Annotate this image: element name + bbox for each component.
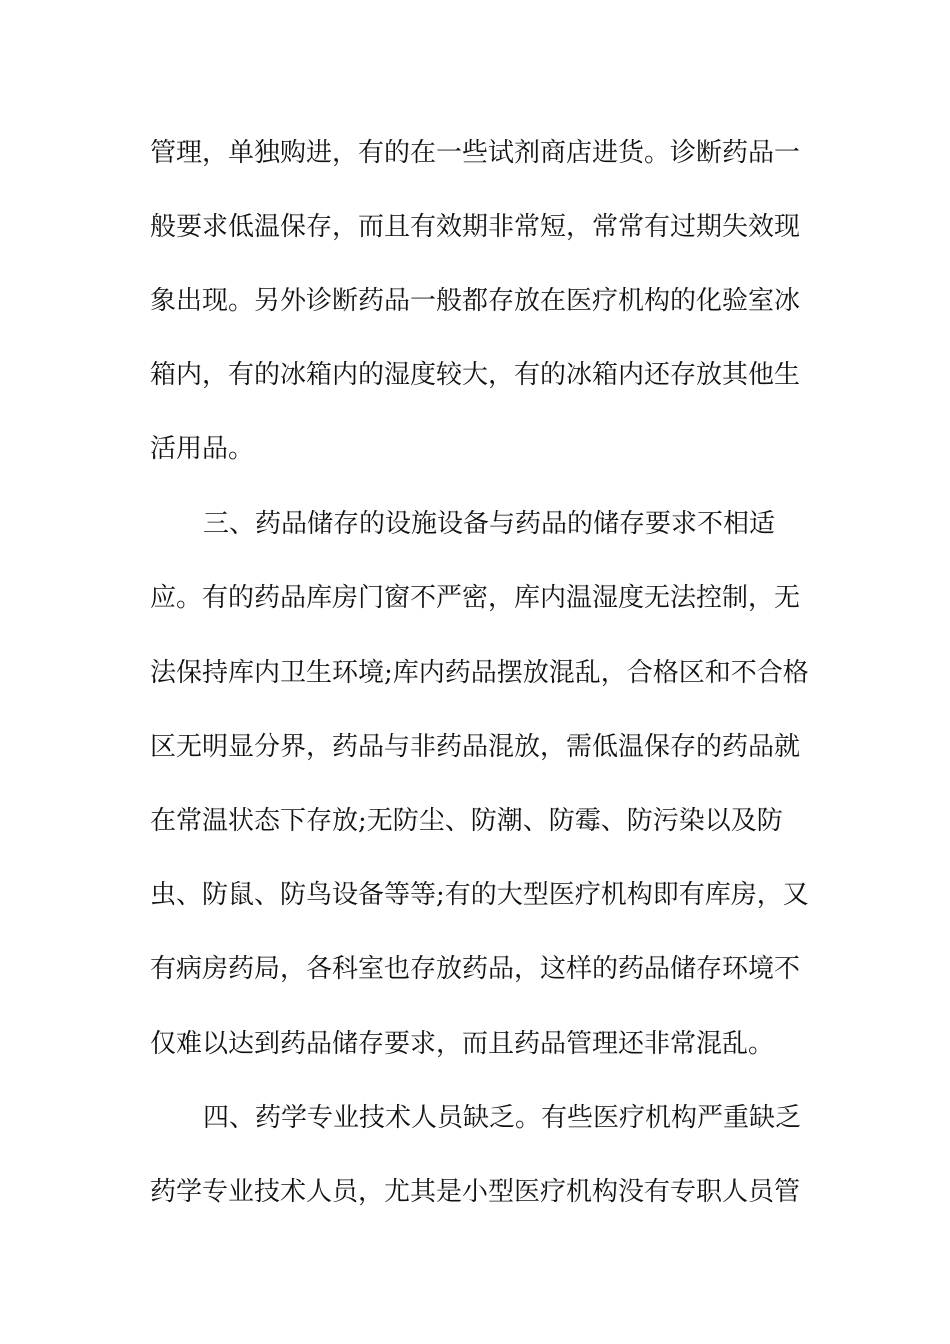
text-line: 管理，单独购进，有的在一些试剂商店进货。诊断药品一 (150, 138, 801, 168)
text-line: 药学专业技术人员，尤其是小型医疗机构没有专职人员管 (150, 1177, 801, 1207)
text-line: 虫、防鼠、防鸟设备等等;有的大型医疗机构即有库房，又 (150, 880, 809, 910)
text-line: 箱内，有的冰箱内的湿度较大，有的冰箱内还存放其他生 (150, 360, 801, 390)
section-heading-line: 三、药品储存的设施设备与药品的储存要求不相适 (203, 509, 776, 539)
text-line: 仅难以达到药品储存要求，而且药品管理还非常混乱。 (150, 1029, 775, 1059)
section-heading-line: 四、药学专业技术人员缺乏。有些医疗机构严重缺乏 (203, 1103, 802, 1133)
text-line: 应。有的药品库房门窗不严密，库内温湿度无法控制，无 (150, 583, 801, 613)
text-line: 有病房药局，各科室也存放药品，这样的药品储存环境不 (150, 954, 801, 984)
text-line: 区无明显分界，药品与非药品混放，需低温保存的药品就 (150, 732, 801, 762)
text-line: 法保持库内卫生环境;库内药品摆放混乱，合格区和不合格 (150, 658, 809, 688)
text-line: 在常温状态下存放;无防尘、防潮、防霉、防污染以及防 (150, 806, 783, 836)
text-line: 象出现。另外诊断药品一般都存放在医疗机构的化验室冰 (150, 286, 801, 316)
text-line: 活用品。 (150, 434, 255, 464)
text-line: 般要求低温保存，而且有效期非常短，常常有过期失效现 (150, 212, 801, 242)
